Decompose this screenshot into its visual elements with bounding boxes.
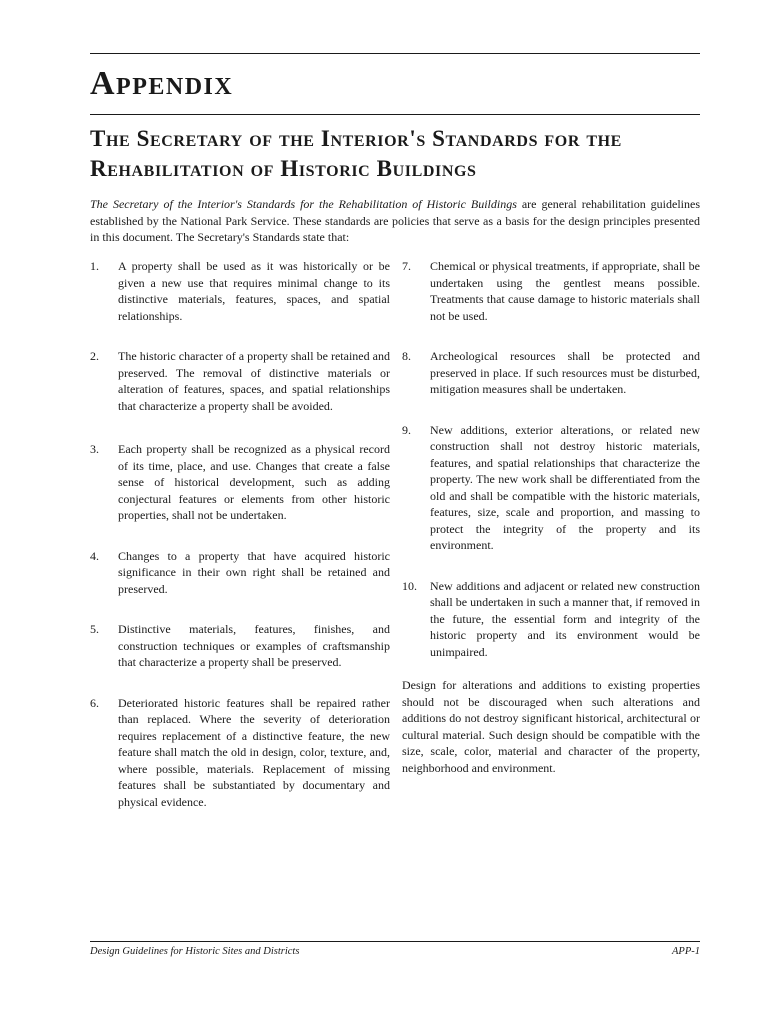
item-number: 8.: [402, 349, 411, 363]
item-number: 3.: [90, 442, 99, 456]
title-rule: [90, 114, 700, 115]
item-text: The historic character of a property shall be retained and preserved. The removal of distinctive materials or alteration of features, spaces, and spatial relationships that characterize a property shall be avoided.: [118, 349, 390, 413]
item-number: 1.: [90, 259, 99, 273]
intro-text: are general rehabilitation guidelines established by the National Park Service. These standards are policies that serve as a basis for the design principles presented in this document. The Secretary's Standards state that:: [90, 197, 700, 244]
item-number: 6.: [90, 695, 99, 710]
top-rule: [90, 53, 700, 54]
list-item: [402, 578, 700, 661]
item-text: A property shall be used as it was historically or be given a new use that requires minimal change to its distinctive materials, features, spaces, and spatial relationships.: [118, 259, 390, 323]
appendix-title: Appendix: [90, 65, 234, 102]
footer-rule: [90, 941, 700, 942]
page-number: APP-1: [672, 946, 700, 957]
item-text: New additions and adjacent or related new construction shall be undertaken in such a manner that, if removed in the future, the essential form and integrity of the historic property and its environment would be unimpaired.: [430, 578, 700, 659]
list-item: [402, 258, 700, 324]
footer-document-title: Design Guidelines for Historic Sites and Districts: [90, 946, 300, 957]
closing-paragraph: Design for alterations and additions to existing properties should not be discouraged when such alterations and additions do not destroy significant historical, architectural or cultural material. Such design should be compatible with the size, scale, color, material and character of the property, neighborhood and environment.: [402, 678, 700, 775]
item-text: Archeological resources shall be protected and preserved in place. If such resources must be disturbed, mitigation measures shall be undertaken.: [430, 349, 700, 396]
list-item: [90, 441, 390, 524]
list-item: [90, 548, 390, 598]
list-item: [90, 348, 390, 414]
item-number: 4.: [90, 548, 99, 563]
item-text: Deteriorated historic features shall be repaired rather than replaced. Where the severity of deterioration requires replacement of a distinctive feature, the new feature shall match the old in design, color, texture, and, where possible, materials. Replacement of missing features shall be substantiated by documentary and physical evidence.: [118, 695, 390, 809]
item-number: 2.: [90, 349, 99, 363]
list-item: [402, 348, 700, 398]
item-text: Distinctive materials, features, finishes, and construction techniques or examples of craftsmanship that characterize a property shall be preserved.: [118, 622, 390, 669]
item-number: 10.: [402, 578, 417, 593]
section-title: The Secretary of the Interior's Standards for the Rehabilitation of Historic Buildings: [90, 126, 622, 181]
item-number: 7.: [402, 259, 411, 273]
document-page: [90, 0, 700, 1024]
intro-paragraph: [90, 196, 700, 246]
intro-italic-title: The Secretary of the Interior's Standards for the Rehabilitation of Historic Buildings: [90, 197, 517, 211]
item-text: Changes to a property that have acquired historic significance in their own right shall be retained and preserved.: [118, 548, 390, 596]
standards-right-column: [402, 258, 700, 776]
list-item: [90, 258, 390, 324]
standards-left-column: [90, 258, 390, 810]
list-item: [402, 422, 700, 554]
item-text: Each property shall be recognized as a physical record of its time, place, and use. Changes that create a false sense of historical development, such as adding conjectural features or elements from other historic properties, shall not be undertaken.: [118, 442, 390, 522]
item-number: 9.: [402, 422, 411, 437]
item-number: 5.: [90, 622, 99, 636]
list-item: [90, 695, 390, 811]
item-text: Chemical or physical treatments, if appropriate, shall be undertaken using the gentlest means possible. Treatments that cause damage to historic materials shall not be used.: [430, 259, 700, 323]
list-item: [90, 621, 390, 671]
item-text: New additions, exterior alterations, or related new construction shall not destroy historic materials, features, and spatial relationships that characterize the property. The new work shall be differentiated from the old and shall be compatible with the historic materials, features, size, scale and proportion, and massing to protect the integrity of the property and its environment.: [430, 422, 700, 552]
